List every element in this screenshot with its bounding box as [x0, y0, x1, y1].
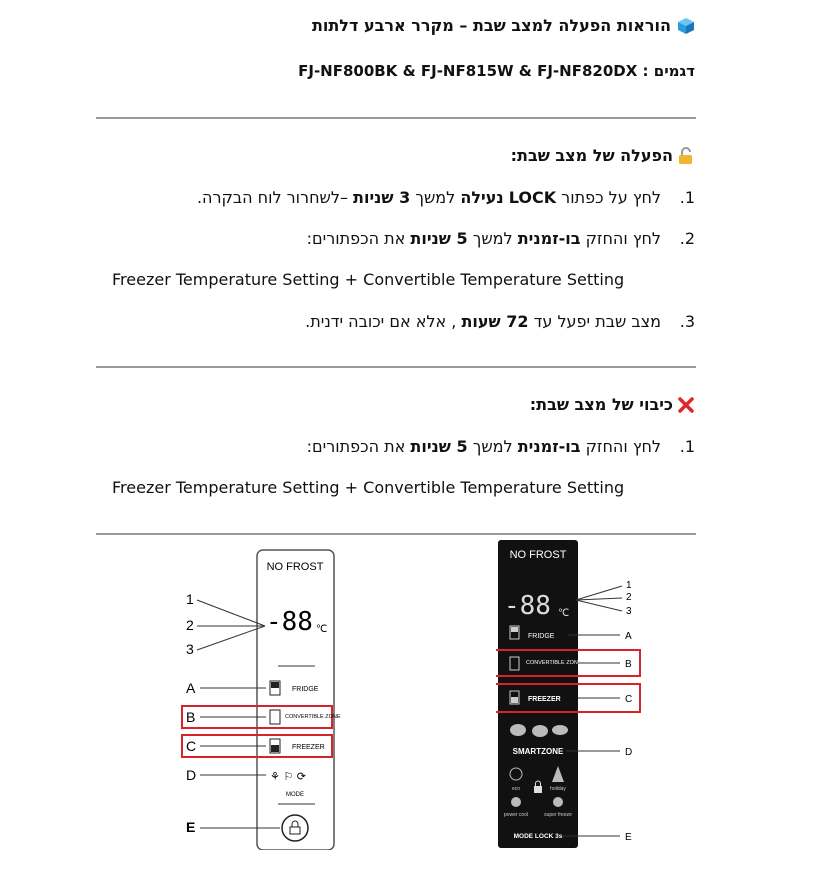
divider: [96, 366, 696, 368]
step-text: למשך: [410, 188, 461, 207]
row-label-convertible: CONVERTIBLE ZONE: [285, 714, 341, 720]
activation-heading-text: הפעלה של מצב שבת:: [510, 146, 673, 165]
divider: [96, 117, 696, 119]
row-letter-a: A: [186, 680, 196, 696]
x-mark-icon: [677, 396, 695, 414]
lock-icon: [534, 786, 542, 793]
callout-1: 1: [186, 591, 194, 607]
step-lock-word: LOCK: [508, 188, 557, 207]
callout-line: [197, 600, 265, 626]
power-cool-icon: [511, 797, 521, 807]
step-text: –לשחרור לוח הבקרה.: [196, 188, 354, 207]
callout-3: 3: [626, 606, 632, 617]
step-text: את הכפתורים:: [306, 437, 411, 456]
activation-step-3: [305, 312, 695, 331]
panel-unit: ℃: [316, 624, 328, 635]
row-letter-e: E: [186, 819, 196, 835]
row-letter-c: C: [625, 694, 633, 705]
mode-icons: ⚘ ⚐ ⟳: [270, 770, 306, 783]
models-label: דגמים :: [642, 62, 695, 80]
activation-buttons-line: Freezer Temperature Setting + Convertible Temperature Setting: [112, 270, 625, 289]
row-letter-c: C: [186, 738, 197, 754]
deactivation-heading-text: כיבוי של מצב שבת:: [529, 395, 673, 414]
step-number: 1.: [679, 437, 695, 456]
row-letter-d: D: [186, 767, 197, 783]
row-letter-b: B: [186, 709, 196, 725]
panel-display: -88: [504, 591, 551, 621]
holiday-label: holiday: [550, 786, 566, 792]
step-text: לחץ והחזק: [580, 437, 661, 456]
row-letter-d: D: [625, 747, 633, 758]
step-text: לחץ על כפתור: [556, 188, 661, 207]
callout-1: 1: [626, 580, 632, 591]
cube-icon: [677, 17, 695, 35]
callout-2: 2: [626, 592, 632, 603]
callout-line: [197, 626, 265, 650]
row-label-mode-lock: MODE LOCK 3s: [513, 833, 563, 840]
row-label-mode: MODE: [286, 792, 304, 798]
freezer-icon-fill: [271, 745, 279, 752]
row-label-convertible: CONVERTIBLE ZONE: [526, 660, 582, 666]
super-freeze-label: super freeze: [544, 812, 572, 818]
eco-label: eco: [511, 786, 521, 792]
step-bold: בו-זמנית: [517, 229, 581, 248]
fridge-icon-fill: [511, 627, 518, 632]
deactivation-heading: [530, 395, 695, 414]
deactivation-buttons-line: Freezer Temperature Setting + Convertible Temperature Setting: [112, 478, 625, 497]
step-bold: בו-זמנית: [517, 437, 581, 456]
step-text: לחץ והחזק: [580, 229, 661, 248]
title-text: הוראות הפעלה למצב שבת – מקרר ארבע דלתות: [311, 16, 671, 35]
row-letter-a: A: [625, 631, 632, 642]
divider: [96, 533, 696, 535]
step-text: מצב שבת יפעל עד: [528, 312, 661, 331]
panel-brand: NO FROST: [509, 549, 567, 561]
step-text: למשך: [467, 229, 518, 248]
freezer-icon-fill: [511, 697, 518, 703]
row-label-fridge: FRIDGE: [292, 686, 319, 693]
models-list: FJ-NF800BK & FJ-NF815W & FJ-NF820DX: [298, 62, 638, 80]
super-freeze-icon: [553, 797, 563, 807]
white-panel-diagram: [170, 548, 370, 850]
row-label-smartzone: SMARTZONE: [512, 747, 564, 756]
callout-2: 2: [186, 617, 194, 633]
step-number: 1.: [679, 188, 695, 207]
black-panel-diagram: [496, 538, 656, 850]
document-title: [312, 16, 695, 35]
unlock-icon: [677, 147, 695, 165]
row-label-freezer: FREEZER: [528, 696, 561, 703]
row-label-freezer: FREEZER: [292, 744, 325, 751]
callout-3: 3: [186, 641, 194, 657]
step-bold: 5 שניות: [410, 437, 468, 456]
activation-step-1: [197, 188, 695, 207]
step-text: את הכפתורים:: [306, 229, 411, 248]
models-line: [298, 62, 695, 80]
vegetable-icon: [552, 725, 568, 735]
step-number: 2.: [679, 229, 695, 248]
row-letter-e: E: [625, 832, 632, 843]
callout-line: [576, 600, 622, 611]
step-bold: נעילה: [460, 188, 504, 207]
step-bold: 72 שעות: [461, 312, 529, 331]
power-cool-label: power cool: [503, 812, 529, 818]
step-number: 3.: [679, 312, 695, 331]
step-bold: 5 שניות: [410, 229, 468, 248]
panel-frame: [257, 550, 334, 850]
fish-icon: [532, 725, 548, 737]
meat-icon: [510, 724, 526, 736]
step-text: למשך: [467, 437, 518, 456]
activation-heading: [511, 146, 695, 165]
step-text: , אלא אם יכובה ידנית.: [305, 312, 462, 331]
deactivation-step-1: [307, 437, 695, 456]
panel-unit: ℃: [558, 608, 570, 619]
fridge-icon-fill: [271, 682, 279, 688]
activation-step-2: [307, 229, 695, 248]
panel-display: -88: [266, 607, 313, 637]
panel-brand: NO FROST: [266, 561, 324, 573]
row-label-fridge: FRIDGE: [528, 633, 555, 640]
row-letter-b: B: [625, 659, 632, 670]
step-bold: 3 שניות: [353, 188, 411, 207]
